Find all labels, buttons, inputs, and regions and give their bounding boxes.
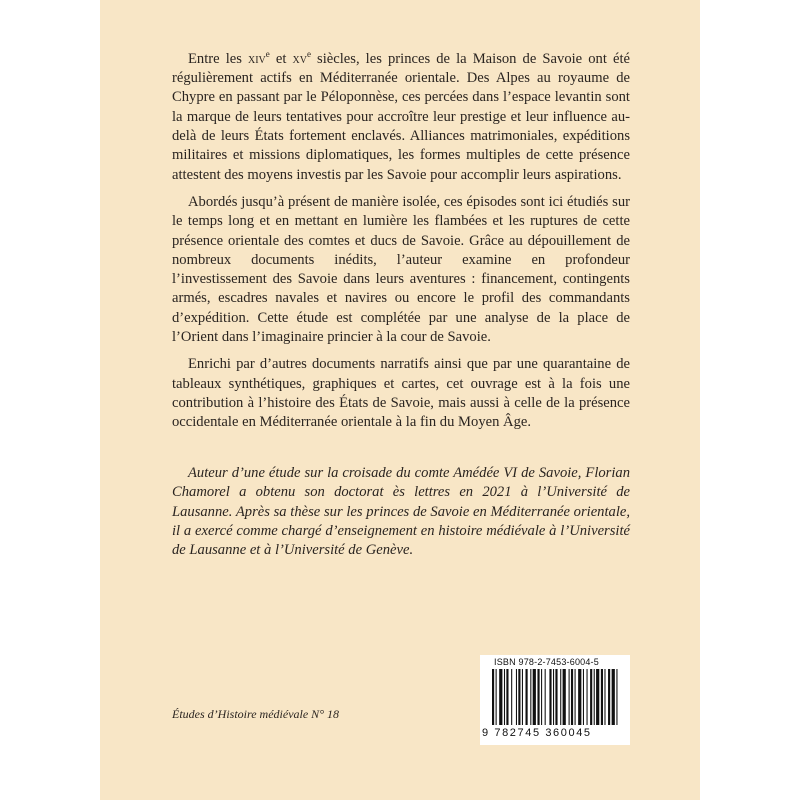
barcode-bar [555,669,557,725]
barcode-bar [563,669,566,725]
barcode-bar [549,669,551,725]
summary-paragraph-1: Entre les xiv$^e$ et $xv^e$ siècles, les princes de la Maison de Savoie ont été régulièrement actifs en Méditerranée orientale. Des Alpes au royaume de Chypre en passant par le Péloponnèse, ces percées dans l’espace levantin sont la marque de leurs tentatives pour accroître leur prestige et leur influence au-delà de leurs États fortement enclavés. Alliances matrimoniales, expéditions militaires et missions diplomatiques, les formes multiples de cette présence attestent des moyens investis par les Savoie pour accomplir leurs aspirations. [172,49,630,183]
barcode-bar [608,669,610,725]
summary-paragraph-2: Abordés jusqu’à présent de manière isolée, ces épisodes sont ici étudiés sur le temps long et en mettant en lumière les flambées et les ruptures de cette présence orientale des comtes et ducs de Savoie. Grâce au dépouillement de nombreux documents inédits, l’auteur examine en profondeur l’investissement des Savoie dans leurs aventures : financement, contingents armés, escadres navales et navires ou encore le profil des commandants d’expédition. Cette étude est complétée par une analyse de la place de l’Orient dans l’imaginaire princier à la cour de Savoie. [172,193,630,346]
barcode-bar [604,669,605,725]
barcode-bar [578,669,581,725]
summary-paragraph-3: Enrichi par d’autres documents narratifs ainsi que par une quarantaine de tableaux synthétiques, graphiques et cartes, cet ouvrage est à la fois une contribution à l’histoire des États de Savoie, mais aussi à celle de la présence occidentale en Méditerranée orientale à la fin du Moyen Âge. [172,356,630,431]
century-xv: xv [292,50,307,67]
barcode-bar [560,669,561,725]
barcode-bar [516,669,517,725]
summary-text [172,45,630,441]
barcode-bar [518,669,520,725]
barcode-bar [496,669,497,725]
barcode-bar [553,669,554,725]
back-cover [100,0,700,800]
barcode-bar [583,669,584,725]
century-xiv: xiv [248,50,266,67]
barcode-bar [522,669,523,725]
barcode-bar [569,669,570,725]
barcode-bar [545,669,546,725]
barcode-bar [506,669,508,725]
barcode-bar [499,669,502,725]
barcode-bar [601,669,603,725]
barcode-bar [504,669,505,725]
barcode-bar [571,669,573,725]
barcode-bars [492,669,620,725]
barcode-bar [533,669,536,725]
series-label: Études d’Histoire médiévale N° 18 [172,707,339,721]
barcode-bar [616,669,617,725]
barcode-bar [590,669,592,725]
barcode-bar [596,669,599,725]
isbn-barcode [480,655,630,745]
barcode-bar [594,669,595,725]
barcode-bar [541,669,542,725]
barcode-bar [511,669,512,725]
barcode-bar [587,669,588,725]
isbn-label: ISBN 978-2-7453-6004-5 [494,657,599,667]
barcode-bar [492,669,494,725]
barcode-bar [575,669,576,725]
barcode-bar [530,669,531,725]
barcode-bar [525,669,527,725]
author-bio: Auteur d’une étude sur la croisade du comte Amédée VI de Savoie, Florian Chamorel a obtenu son doctorat ès lettres en 2021 à l’Université de Lausanne. Après sa thèse sur les princes de Savoie en Méditerranée orientale, il a exercé comme chargé d’enseignement en histoire médiévale à l’Université de Lausanne et à l’Université de Genève. [172,465,630,559]
barcode-bar [612,669,615,725]
barcode-digits: 9 782745 360045 [482,727,592,739]
barcode-bar [537,669,539,725]
